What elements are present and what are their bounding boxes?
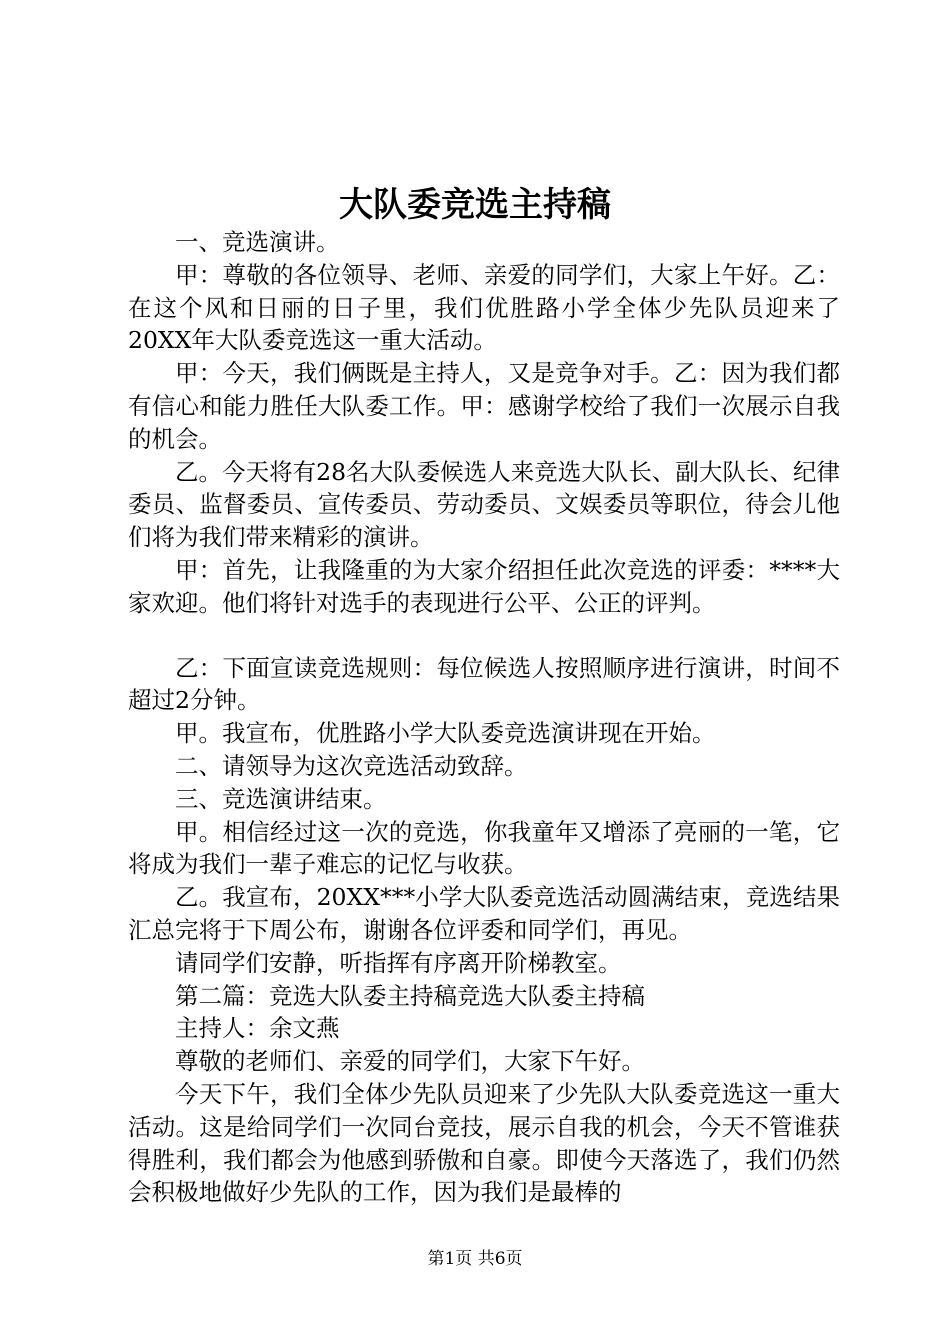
paragraph: 甲：今天，我们俩既是主持人，又是竞争对手。乙：因为我们都有信心和能力胜任大队委工作。甲：感谢学校给了我们一次展示自我的机会。 <box>128 359 840 453</box>
document-body <box>128 226 840 1209</box>
paragraph: 甲：首先，让我隆重的为大家介绍担任此次竞选的评委：****大家欢迎。他们将针对选手的表现进行公平、公正的评判。 <box>128 555 840 617</box>
paragraph: 二、请领导为这次竞选活动致辞。 <box>175 751 528 780</box>
paragraph: 主持人：余文燕 <box>175 1014 340 1043</box>
paragraph: 甲。相信经过这一次的竞选，你我童年又增添了亮丽的一笔，它将成为我们一辈子难忘的记忆与收获。 <box>128 817 840 879</box>
paragraph: 请同学们安静，听指挥有序离开阶梯教室。 <box>175 948 622 977</box>
paragraph: 一、竞选演讲。 <box>175 228 340 256</box>
paragraph: 今天下午，我们全体少先队员迎来了少先队大队委竞选这一重大活动。这是给同学们一次同台竞技，展示自我的机会，今天不管谁获得胜利，我们都会为他感到骄傲和自豪。即使今天落选了，我们仍然会积极地做好少先队的工作，因为我们是最棒的 <box>128 1079 840 1207</box>
paragraph: 甲。我宣布，优胜路小学大队委竞选演讲现在开始。 <box>175 719 716 748</box>
paragraph: 甲：尊敬的各位领导、老师、亲爱的同学们，大家上午好。乙：在这个风和日丽的日子里，我们优胜路小学全体少先队员迎来了20XX年大队委竞选这一重大活动。 <box>128 260 840 355</box>
page-footer: 第1页 共6页 <box>427 1249 523 1269</box>
paragraph: 三、竞选演讲结束。 <box>175 784 387 813</box>
paragraph: 乙。我宣布，20XX***小学大队委竞选活动圆满结束，竞选结果汇总完将于下周公布，谢谢各位评委和同学们，再见。 <box>128 883 840 944</box>
paragraph: 第二篇：竞选大队委主持稿竞选大队委主持稿 <box>175 981 645 1010</box>
paragraph: 乙。今天将有28名大队委候选人来竞选大队长、副大队长、纪律委员、监督委员、宣传委员、劳动委员、文娱委员等职位，待会儿他们将为我们带来精彩的演讲。 <box>128 457 840 552</box>
paragraph: 乙：下面宣读竞选规则：每位候选人按照顺序进行演讲，时间不超过2分钟。 <box>128 653 840 715</box>
document-title: 大队委竞选主持稿 <box>339 185 611 225</box>
paragraph: 尊敬的老师们、亲爱的同学们，大家下午好。 <box>175 1047 645 1076</box>
